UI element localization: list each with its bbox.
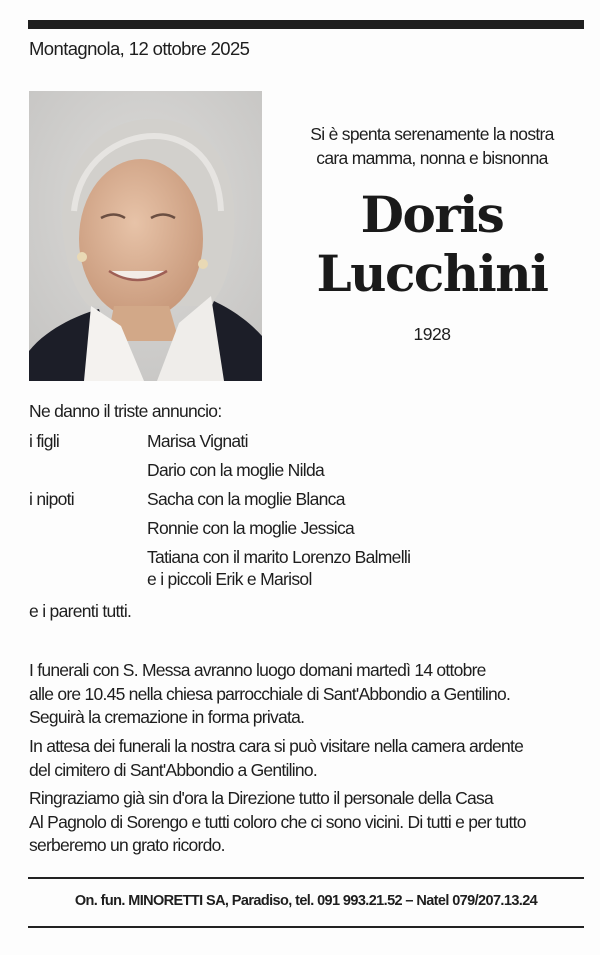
- family-member-line: Tatiana con il marito Lorenzo Balmelli: [147, 547, 411, 567]
- portrait-photo: [29, 91, 262, 381]
- footer-bottom-rule: [28, 926, 584, 928]
- visitation-paragraph: [29, 735, 589, 782]
- family-row: [29, 517, 567, 546]
- family-member: Dario con la moglie Nilda: [147, 460, 325, 480]
- intro-line: cara mamma, nonna e bisnonna: [316, 148, 548, 168]
- family-member-line: e i piccoli Erik e Marisol: [147, 569, 312, 589]
- family-row: [29, 546, 567, 590]
- deceased-first-name: Doris: [360, 185, 504, 244]
- family-row: [29, 488, 567, 517]
- family-member: [147, 546, 567, 590]
- paragraph-line: serberemo un grato ricordo.: [29, 835, 225, 855]
- family-member: Sacha con la moglie Blanca: [147, 489, 345, 509]
- portrait-illustration: [29, 91, 262, 381]
- family-row: [29, 430, 567, 459]
- funeral-paragraph: [29, 659, 589, 730]
- dateline: Montagnola, 12 ottobre 2025: [29, 38, 250, 59]
- paragraph-line: I funerali con S. Messa avranno luogo domani martedì 14 ottobre: [29, 660, 486, 680]
- paragraph-line: Ringraziamo già sin d'ora la Direzione tutto il personale della Casa: [29, 788, 494, 808]
- footer-top-rule: [28, 877, 584, 879]
- paragraph-line: Al Pagnolo di Sorengo e tutti coloro che ci sono vicini. Di tutti e per tutto: [29, 811, 526, 832]
- paragraph-line: alle ore 10.45 nella chiesa parrocchiale di Sant'Abbondio a Gentilino.: [29, 683, 511, 704]
- paragraph-line: Seguirà la cremazione in forma privata.: [29, 707, 305, 727]
- family-member: Marisa Vignati: [147, 431, 248, 451]
- announcement-heading: Ne danno il triste annuncio:: [29, 401, 222, 421]
- family-row: [29, 459, 567, 488]
- deceased-last-name: Lucchini: [316, 244, 548, 303]
- family-role: i nipoti: [29, 489, 74, 509]
- family-list: [29, 430, 567, 590]
- family-role: i figli: [29, 431, 60, 451]
- family-closing: e i parenti tutti.: [29, 601, 132, 621]
- family-role: [29, 517, 147, 546]
- family-member: Ronnie con la moglie Jessica: [147, 518, 355, 538]
- paragraph-line: In attesa dei funerali la nostra cara si può visitare nella camera ardente: [29, 736, 524, 756]
- thanks-paragraph: [29, 787, 589, 858]
- paragraph-line: del cimitero di Sant'Abbondio a Gentilino.: [29, 759, 318, 780]
- top-rule: [28, 20, 584, 29]
- funeral-home-info: On. fun. MINORETTI SA, Paradiso, tel. 091 993.21.52 – Natel 079/207.13.24: [74, 893, 538, 909]
- family-role: [29, 459, 147, 488]
- intro-line: Si è spenta serenamente la nostra: [310, 124, 554, 144]
- birth-year: 1928: [413, 324, 451, 344]
- family-role: [29, 546, 147, 590]
- intro-text: [282, 122, 582, 170]
